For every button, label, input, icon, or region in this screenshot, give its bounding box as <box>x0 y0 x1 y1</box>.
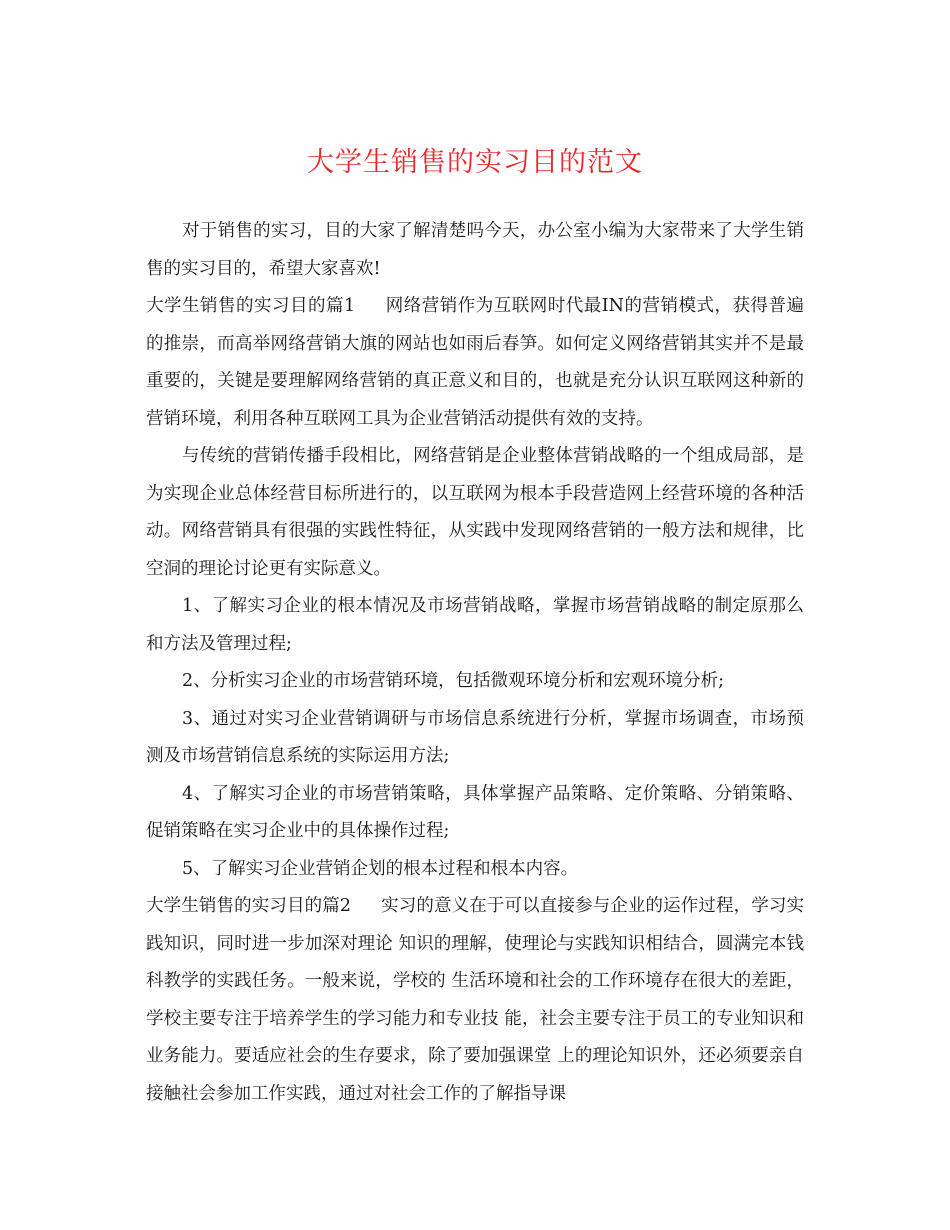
intro-paragraph: 对于销售的实习，目的大家了解清楚吗今天，办公室小编为大家带来了大学生销售的实习目的，希望大家喜欢! <box>146 221 804 279</box>
list-item-3: 3、通过对实习企业营销调研与市场信息系统进行分析，掌握市场调查，市场预测及市场营销信息系统的实际运用方法; <box>146 708 804 766</box>
list-item-2: 2、分析实习企业的市场营销环境，包括微观环境分析和宏观环境分析; <box>182 671 725 691</box>
list-item-5: 5、了解实习企业营销企划的根本过程和根本内容。 <box>182 858 579 879</box>
section-1-text: 网络营销作为互联网时代最IN的营销模式，获得普遍的推崇，而高举网络营销大旗的网站也如雨后春笋。如何定义网络营销其实并不是最重要的，关键是要理解网络营销的真正意义和目的，也就是充分认识互联网这种新的营销环境，利用各种互联网工具为企业营销活动提供有效的支持。 <box>146 296 804 429</box>
section-2-heading: 大学生销售的实习目的篇2 <box>146 896 352 916</box>
list-item-4: 4、了解实习企业的市场营销策略，具体掌握产品策略、定价策略、分销策略、促销策略在实习企业中的具体操作过程; <box>146 783 804 841</box>
section-1-heading: 大学生销售的实习目的篇1 <box>146 296 356 316</box>
list-item-1: 1、了解实习企业的根本情况及市场营销战略，掌握市场营销战略的制定原那么和方法及管理过程; <box>146 596 804 654</box>
section-1-paragraph <box>146 288 804 438</box>
document-title: 大学生销售的实习目的范文 <box>307 147 643 178</box>
document-body <box>146 213 804 1113</box>
body-paragraph: 与传统的营销传播手段相比，网络营销是企业整体营销战略的一个组成局部，是为实现企业总体经营目标所进行的，以互联网为根本手段营造网上经营环境的各种活动。网络营销具有很强的实践性特征，从实践中发现网络营销的一般方法和规律，比空洞的理论讨论更有实际意义。 <box>146 446 804 579</box>
section-2-paragraph <box>146 888 804 1113</box>
section-2-text: 实习的意义在于可以直接参与企业的运作过程，学习实践知识，同时进一步加深对理论 知识的理解，使理论与实践知识相结合，圆满完本钱科教学的实践任务。一般来说，学校的 生活环境和社会的工作环境存在很大的差距，学校主要专注于培养学生的学习能力和专业技 能，社会主要专注于员工的专业知识和业务能力。要适应社会的生存要求，除了要加强课堂 上的理论知识外，还必须要亲自接触社会参加工作实践，通过对社会工作的了解指导课 <box>146 896 805 1104</box>
